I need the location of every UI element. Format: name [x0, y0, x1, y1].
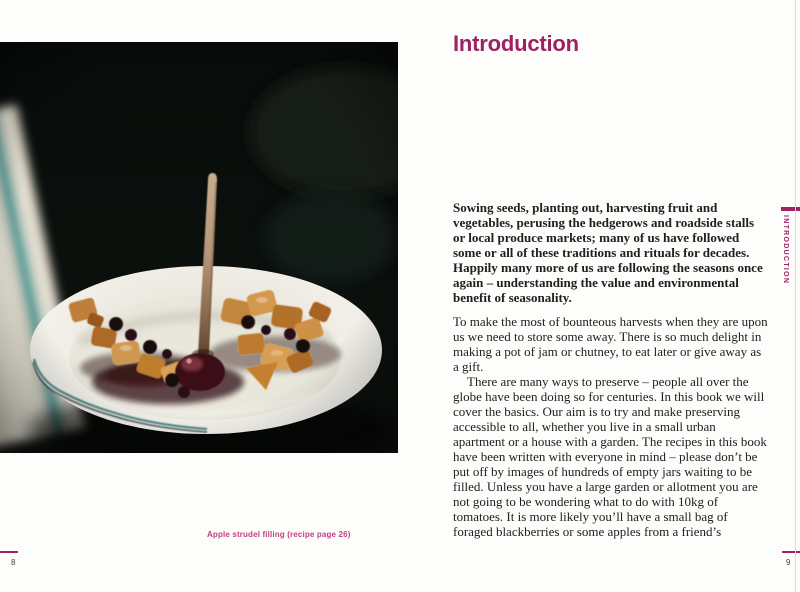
photo-caption: Apple strudel filling (recipe page 26)	[207, 530, 351, 539]
chapter-tab-rule	[781, 207, 800, 211]
footer-rule-right	[782, 551, 800, 553]
body-text-column	[453, 200, 769, 539]
chapter-tab-label: INTRODUCTION	[782, 215, 789, 285]
recipe-photo-art	[0, 42, 398, 453]
page-number-right: 9	[786, 558, 791, 567]
recipe-photo	[0, 42, 398, 453]
footer-rule-left	[0, 551, 18, 553]
paragraph: To make the most of bounteous harvests when they are upon us we need to store some away. There is so much delight in making a pot of jam or chutney, to eat later or give away as a gift.	[453, 314, 768, 374]
paragraph: There are many ways to preserve – people all over the globe have been doing so for centuries. In this book we will cover the basics. Our aim is to try and make preserving accessible to all, whether you live in a small urban apartment or a house with a garden. The recipes in this book have been written with everyone in mind – please don’t be put off by images of hundreds of empty jars waiting to be filled. Unless you have a large garden or allotment you are not going to be wondering what to do with 10kg of tomatoes. It is more likely you’ll have a small bag of foraged blackberries or some apples from a friend’s	[453, 374, 767, 539]
chapter-title: Introduction	[453, 31, 579, 56]
paragraph-lead: Sowing seeds, planting out, harvesting fruit and vegetables, perusing the hedgerows and roadside stalls or local produce markets; many of us have followed some or all of these traditions and rituals for decades. Happily many more of us are following the seasons once again – understanding the value and environmental benefit of seasonality.	[453, 200, 763, 305]
page-edge-line	[795, 0, 796, 592]
photo-vignette	[0, 42, 398, 453]
page-number-left: 8	[11, 558, 16, 567]
